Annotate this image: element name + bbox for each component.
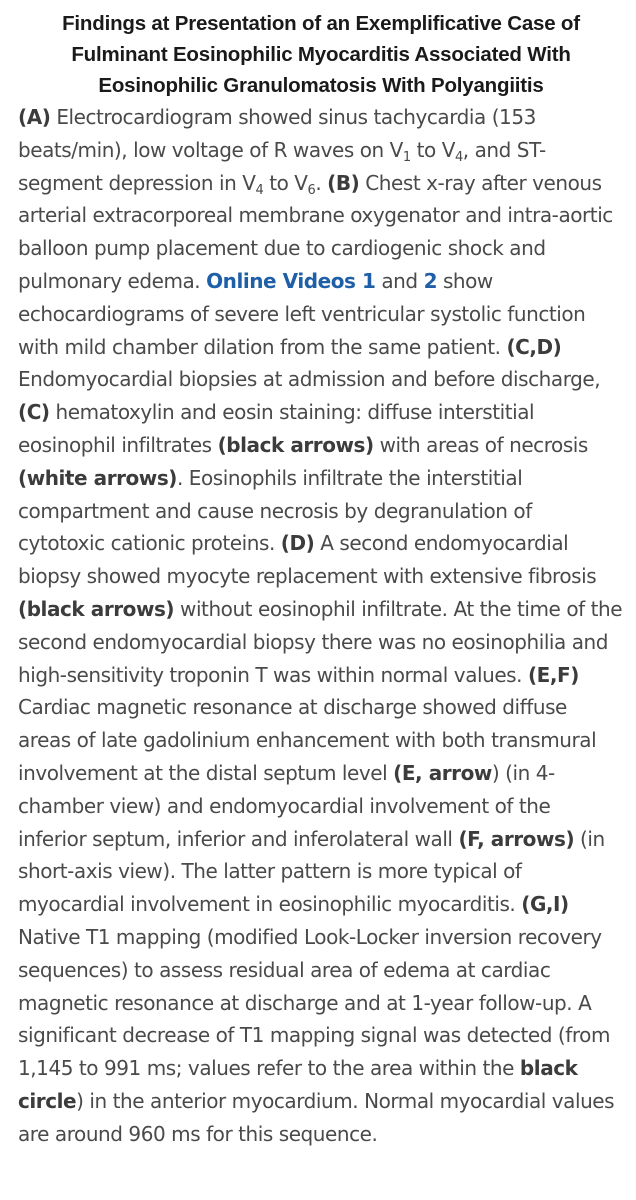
subscript: 4	[255, 182, 264, 198]
panel-label-c: (C)	[18, 400, 50, 425]
caption-segment: hematoxylin and eosin staining: diffuse interstitial eosinophil infiltrates	[18, 400, 535, 457]
subscript: 4	[454, 149, 463, 165]
caption-segment: and	[375, 268, 424, 293]
caption-segment: A second endomyocardial biopsy showed myocyte replacement with extensive fibrosis	[18, 531, 597, 589]
subscript: 1	[402, 149, 411, 165]
caption-segment: , and ST-segment depression in V	[18, 137, 546, 195]
e-arrow-label: (E, arrow	[393, 760, 492, 785]
black-arrows-label: (black arrows)	[18, 596, 175, 621]
subscript: 6	[307, 182, 316, 198]
panel-label-a: (A)	[18, 105, 51, 129]
caption-segment: to V	[410, 137, 455, 162]
online-video-2-link[interactable]: 2	[423, 268, 438, 293]
figure-caption-text	[18, 101, 624, 1151]
caption-segment: Chest x-ray after venous arterial extracorporeal membrane oxygenator and intra-aortic balloon pump placement due to cardiogenic shock and pulmonary edema.	[18, 170, 613, 293]
panel-label-cd: (C,D)	[506, 334, 562, 359]
f-arrows-label: (F, arrows)	[458, 826, 575, 851]
panel-label-gi: (G,I)	[521, 892, 569, 917]
caption-segment: with areas of necrosis	[373, 432, 588, 457]
caption-segment: Electrocardiogram showed sinus tachycardia (153 beats/min), low voltage of R waves on V	[18, 105, 536, 162]
online-videos-1-link[interactable]: Online Videos 1	[206, 268, 376, 293]
white-arrows-label: (white arrows)	[18, 465, 177, 490]
caption-segment: ) (in 4-chamber view) and endomyocardial involvement of the inferior septum, inferior and inferolateral wall	[18, 760, 555, 851]
black-arrows-label: (black arrows)	[217, 432, 374, 457]
caption-segment: Cardiac magnetic resonance at discharge showed diffuse areas of late gadolinium enhancement with both transmural involvement at the distal septum level	[18, 695, 597, 785]
figure-title: Findings at Presentation of an Exemplificative Case of Fulminant Eosinophilic Myocarditis Associated With Eosinophilic Granulomatosis With Polyangiitis	[62, 12, 580, 97]
panel-label-d: (D)	[280, 531, 315, 556]
caption-segment: (in short-axis view). The latter pattern is more typical of myocardial involvement in eosinophilic myocarditis.	[18, 826, 605, 917]
caption-segment: . Eosinophils infiltrate the interstitial compartment and cause necrosis by degranulation of cytotoxic cationic proteins.	[18, 465, 532, 556]
caption-segment: show echocardiograms of severe left ventricular systolic function with mild chamber dilation from the same patient.	[18, 268, 586, 359]
caption-segment: Endomyocardial biopsies at admission and before discharge,	[18, 367, 601, 392]
caption-segment: to V	[263, 170, 308, 195]
caption-segment: ) in the anterior myocardium. Normal myocardial values are around 960 ms for this sequence.	[18, 1088, 615, 1146]
caption-segment: .	[315, 170, 328, 195]
caption-segment: without eosinophil infiltrate. At the time of the second endomyocardial biopsy there was no eosinophilia and high-sensitivity troponin T was within normal values.	[18, 596, 623, 687]
black-circle-label: black circle	[18, 1056, 578, 1113]
panel-label-ef: (E,F)	[527, 662, 579, 687]
caption-segment: Native T1 mapping (modified Look-Locker inversion recovery sequences) to assess residual area of edema at cardiac magnetic resonance at discharge and at 1-year follow-up. A significant decrease of T1 mapping signal was detected (from 1,145 to 991 ms; values refer to the area within the	[18, 924, 610, 1081]
panel-label-b: (B)	[327, 170, 360, 195]
